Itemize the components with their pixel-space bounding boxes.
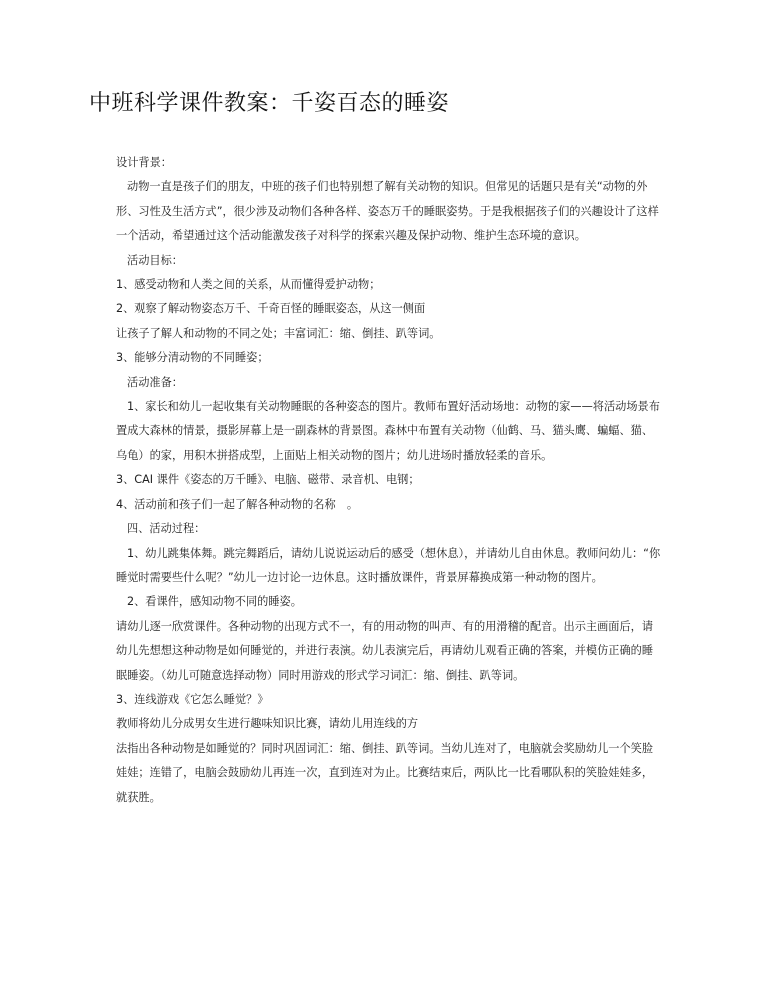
paragraph-process-2: 2、看课件，感知动物不同的睡姿。	[127, 595, 302, 609]
paragraph-goal-2: 2、观察了解动物姿态万千、千奇百怪的睡眠姿态，从这一侧面	[116, 302, 426, 316]
paragraph-process-1: 1、幼儿跳集体舞。跳完舞蹈后，请幼儿说说运动后的感受（想休息），并请幼儿自由休息。教师问幼儿：“你睡觉时需要些什么呢？”幼儿一边讨论一边休息。这时播放课件，背景屏幕换成第一种动物的图片。	[116, 546, 661, 584]
paragraph-process-2-text: 请幼儿逐一欣赏课件。各种动物的出现方式不一，有的用动物的叫声、有的用滑稽的配音。出示主画面后，请幼儿先想想这种动物是如何睡觉的，并进行表演。幼儿表演完后，再请幼儿观看正确的答案，并模仿正确的睡眠睡姿。（幼儿可随意选择动物）同时用游戏的形式学习词汇：缩、倒挂、趴等词。	[116, 619, 654, 682]
paragraph-preparation-heading: 活动准备：	[127, 375, 183, 389]
document-title: 中班科学课件教案：千姿百态的睡姿	[88, 91, 449, 116]
paragraph-goal-2-cont: 让孩子了解人和动物的不同之处；丰富词汇：缩、倒挂、趴等词。	[116, 326, 441, 340]
paragraph-preparation-1: 1、家长和幼儿一起收集有关动物睡眠的各种姿态的图片。教师布置好活动场地：动物的家——将活动场景布置成大森林的情景，摄影屏幕上是一副森林的背景图。森林中布置有关动物（仙鹤、马、猫头鹰、蝙蝠、猫、乌龟）的家，用积木拼搭成型，上面贴上相关动物的图片；幼儿进场时播放轻柔的音乐。	[116, 400, 660, 462]
paragraph-design-background-text: 动物一直是孩子们的朋友，中班的孩子们也特别想了解有关动物的知识。但常见的话题只是有关“动物的外形、习性及生活方式”，很少涉及动物们各种各样、姿态万千的睡眠姿势。于是我根据孩子们的兴趣设计了这样一个活动，希望通过这个活动能激发孩子对科学的探索兴趣及保护动物、维护生态环境的意识。	[116, 180, 659, 243]
paragraph-preparation-3: 3、CAI 课件《姿态的万千睡》、电脑、磁带、录音机、电钢；	[116, 473, 420, 487]
paragraph-process-3: 3、连线游戏《它怎么睡觉？》	[116, 692, 269, 706]
paragraph-preparation-4: 4、活动前和孩子们一起了解各种动物的名称 。	[116, 497, 359, 511]
document-body	[116, 151, 662, 810]
paragraph-process-3-cont: 法指出各种动物是如睡觉的？同时巩固词汇：缩、倒挂、趴等词。当幼儿连对了，电脑就会奖励幼儿一个笑脸娃娃；连错了，电脑会鼓励幼儿再连一次，直到连对为止。比赛结束后，两队比一比看哪队积的笑脸娃娃多，就获胜。	[116, 741, 654, 804]
paragraph-design-background-heading: 设计背景：	[116, 156, 172, 169]
paragraph-process-3-text: 教师将幼儿分成男女生进行趣味知识比赛，请幼儿用连线的方	[116, 717, 419, 731]
paragraph-goals-heading: 活动目标：	[127, 253, 183, 267]
paragraph-goal-3: 3、能够分清动物的不同睡姿；	[116, 351, 269, 365]
paragraph-process-heading: 四、活动过程：	[127, 522, 206, 536]
paragraph-goal-1: 1、感受动物和人类之间的关系，从而懂得爱护动物；	[116, 278, 381, 292]
